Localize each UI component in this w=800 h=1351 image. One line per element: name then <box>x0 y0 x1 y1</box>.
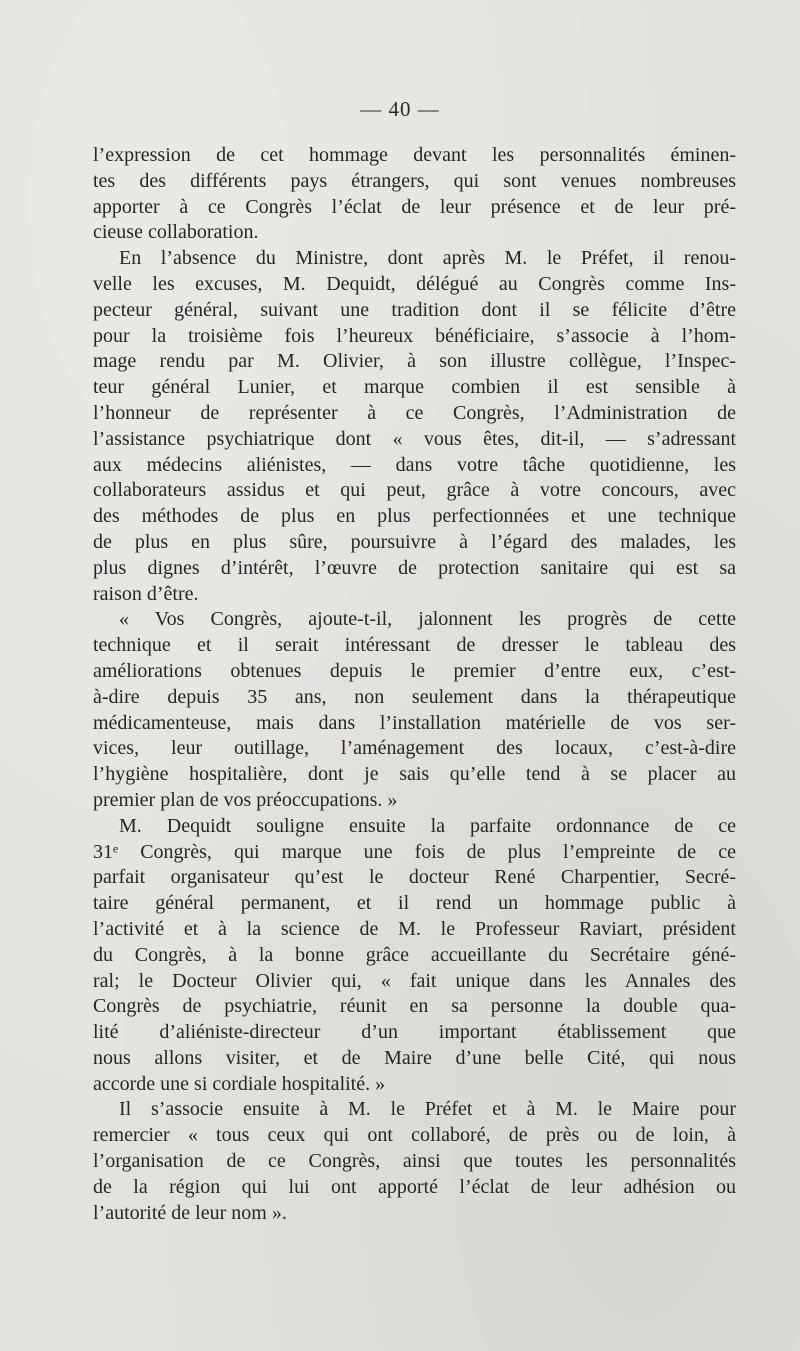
text-line: raison d’être. <box>93 582 199 605</box>
text-line: l’autorité de leur nom ». <box>93 1201 287 1224</box>
paragraph <box>93 246 736 607</box>
text-line: mage rendu par M. Olivier, à son illustre collègue, l’Inspec- <box>93 350 736 373</box>
text-line: vices, leur outillage, l’aménagement des locaux, c’est-à-dire <box>93 737 736 760</box>
text-line: M. Dequidt souligne ensuite la parfaite ordonnance de ce <box>119 814 736 837</box>
text-line: plus dignes d’intérêt, l’œuvre de protection sanitaire qui est sa <box>93 556 736 579</box>
text-line: ral; le Docteur Olivier qui, « fait unique dans les Annales des <box>93 969 736 992</box>
text-line: velle les excuses, M. Dequidt, délégué au Congrès comme Ins- <box>93 272 736 295</box>
text-line: 31ᵉ Congrès, qui marque une fois de plus l’empreinte de ce <box>93 840 736 863</box>
page-number: — 40 — <box>360 97 440 121</box>
text-line: de la région qui lui ont apporté l’éclat de leur adhésion ou <box>93 1175 736 1198</box>
text-line: Congrès de psychiatrie, réunit en sa personne la double qua- <box>93 995 736 1018</box>
text-line: collaborateurs assidus et qui peut, grâce à votre concours, avec <box>93 479 736 502</box>
paragraph <box>93 143 736 246</box>
text-line: l’honneur de représenter à ce Congrès, l’Administration de <box>93 401 736 424</box>
text-line: pour la troisième fois l’heureux bénéficiaire, s’associe à l’hom- <box>93 324 736 347</box>
text-line: taire général permanent, et il rend un hommage public à <box>93 892 736 915</box>
text-line: du Congrès, à la bonne grâce accueillante du Secrétaire géné- <box>93 943 736 966</box>
paragraph <box>93 1097 736 1226</box>
text-line: premier plan de vos préoccupations. » <box>93 788 398 811</box>
text-line: l’expression de cet hommage devant les personnalités éminen- <box>93 144 736 166</box>
text-line: médicamenteuse, mais dans l’installation matérielle de vos ser- <box>93 711 736 734</box>
text-line: l’activité et à la science de M. le Professeur Raviart, président <box>93 917 736 940</box>
text-line: pecteur général, suivant une tradition dont il se félicite d’être <box>93 298 736 321</box>
text-line: teur général Lunier, et marque combien il est sensible à <box>93 376 736 399</box>
text-line: nous allons visiter, et de Maire d’une belle Cité, qui nous <box>93 1046 736 1069</box>
text-line: apporter à ce Congrès l’éclat de leur présence et de leur pré- <box>93 195 736 218</box>
text-body <box>93 143 736 1226</box>
text-line: En l’absence du Ministre, dont après M. le Préfet, il renou- <box>119 247 736 270</box>
text-line: technique et il serait intéressant de dresser le tableau des <box>93 634 736 657</box>
text-line: l’assistance psychiatrique dont « vous êtes, dit-il, — s’adressant <box>93 427 736 450</box>
text-line: remercier « tous ceux qui ont collaboré, de près ou de loin, à <box>93 1124 736 1147</box>
text-line: aux médecins aliénistes, — dans votre tâche quotidienne, les <box>93 453 736 476</box>
text-line: des méthodes de plus en plus perfectionnées et une technique <box>93 505 736 528</box>
text-line: tes des différents pays étrangers, qui sont venues nombreuses <box>93 169 736 192</box>
text-line: Il s’associe ensuite à M. le Préfet et à M. le Maire pour <box>119 1098 736 1121</box>
paragraph <box>93 607 736 813</box>
text-line: à-dire depuis 35 ans, non seulement dans la thérapeutique <box>93 685 736 708</box>
text-line: parfait organisateur qu’est le docteur René Charpentier, Secré- <box>93 866 736 889</box>
text-line: l’organisation de ce Congrès, ainsi que toutes les personnalités <box>93 1150 736 1173</box>
text-line: cieuse collaboration. <box>93 221 259 244</box>
paragraph <box>93 814 736 1098</box>
text-line: de plus en plus sûre, poursuivre à l’égard des malades, les <box>93 530 736 553</box>
text-line: améliorations obtenues depuis le premier d’entre eux, c’est- <box>93 659 736 682</box>
text-line: « Vos Congrès, ajoute-t-il, jalonnent les progrès de cette <box>119 608 736 631</box>
text-line: lité d’aliéniste-directeur d’un important établissement que <box>93 1021 736 1044</box>
text-line: accorde une si cordiale hospitalité. » <box>93 1072 386 1095</box>
text-line: l’hygiène hospitalière, dont je sais qu’elle tend à se placer au <box>93 763 736 786</box>
